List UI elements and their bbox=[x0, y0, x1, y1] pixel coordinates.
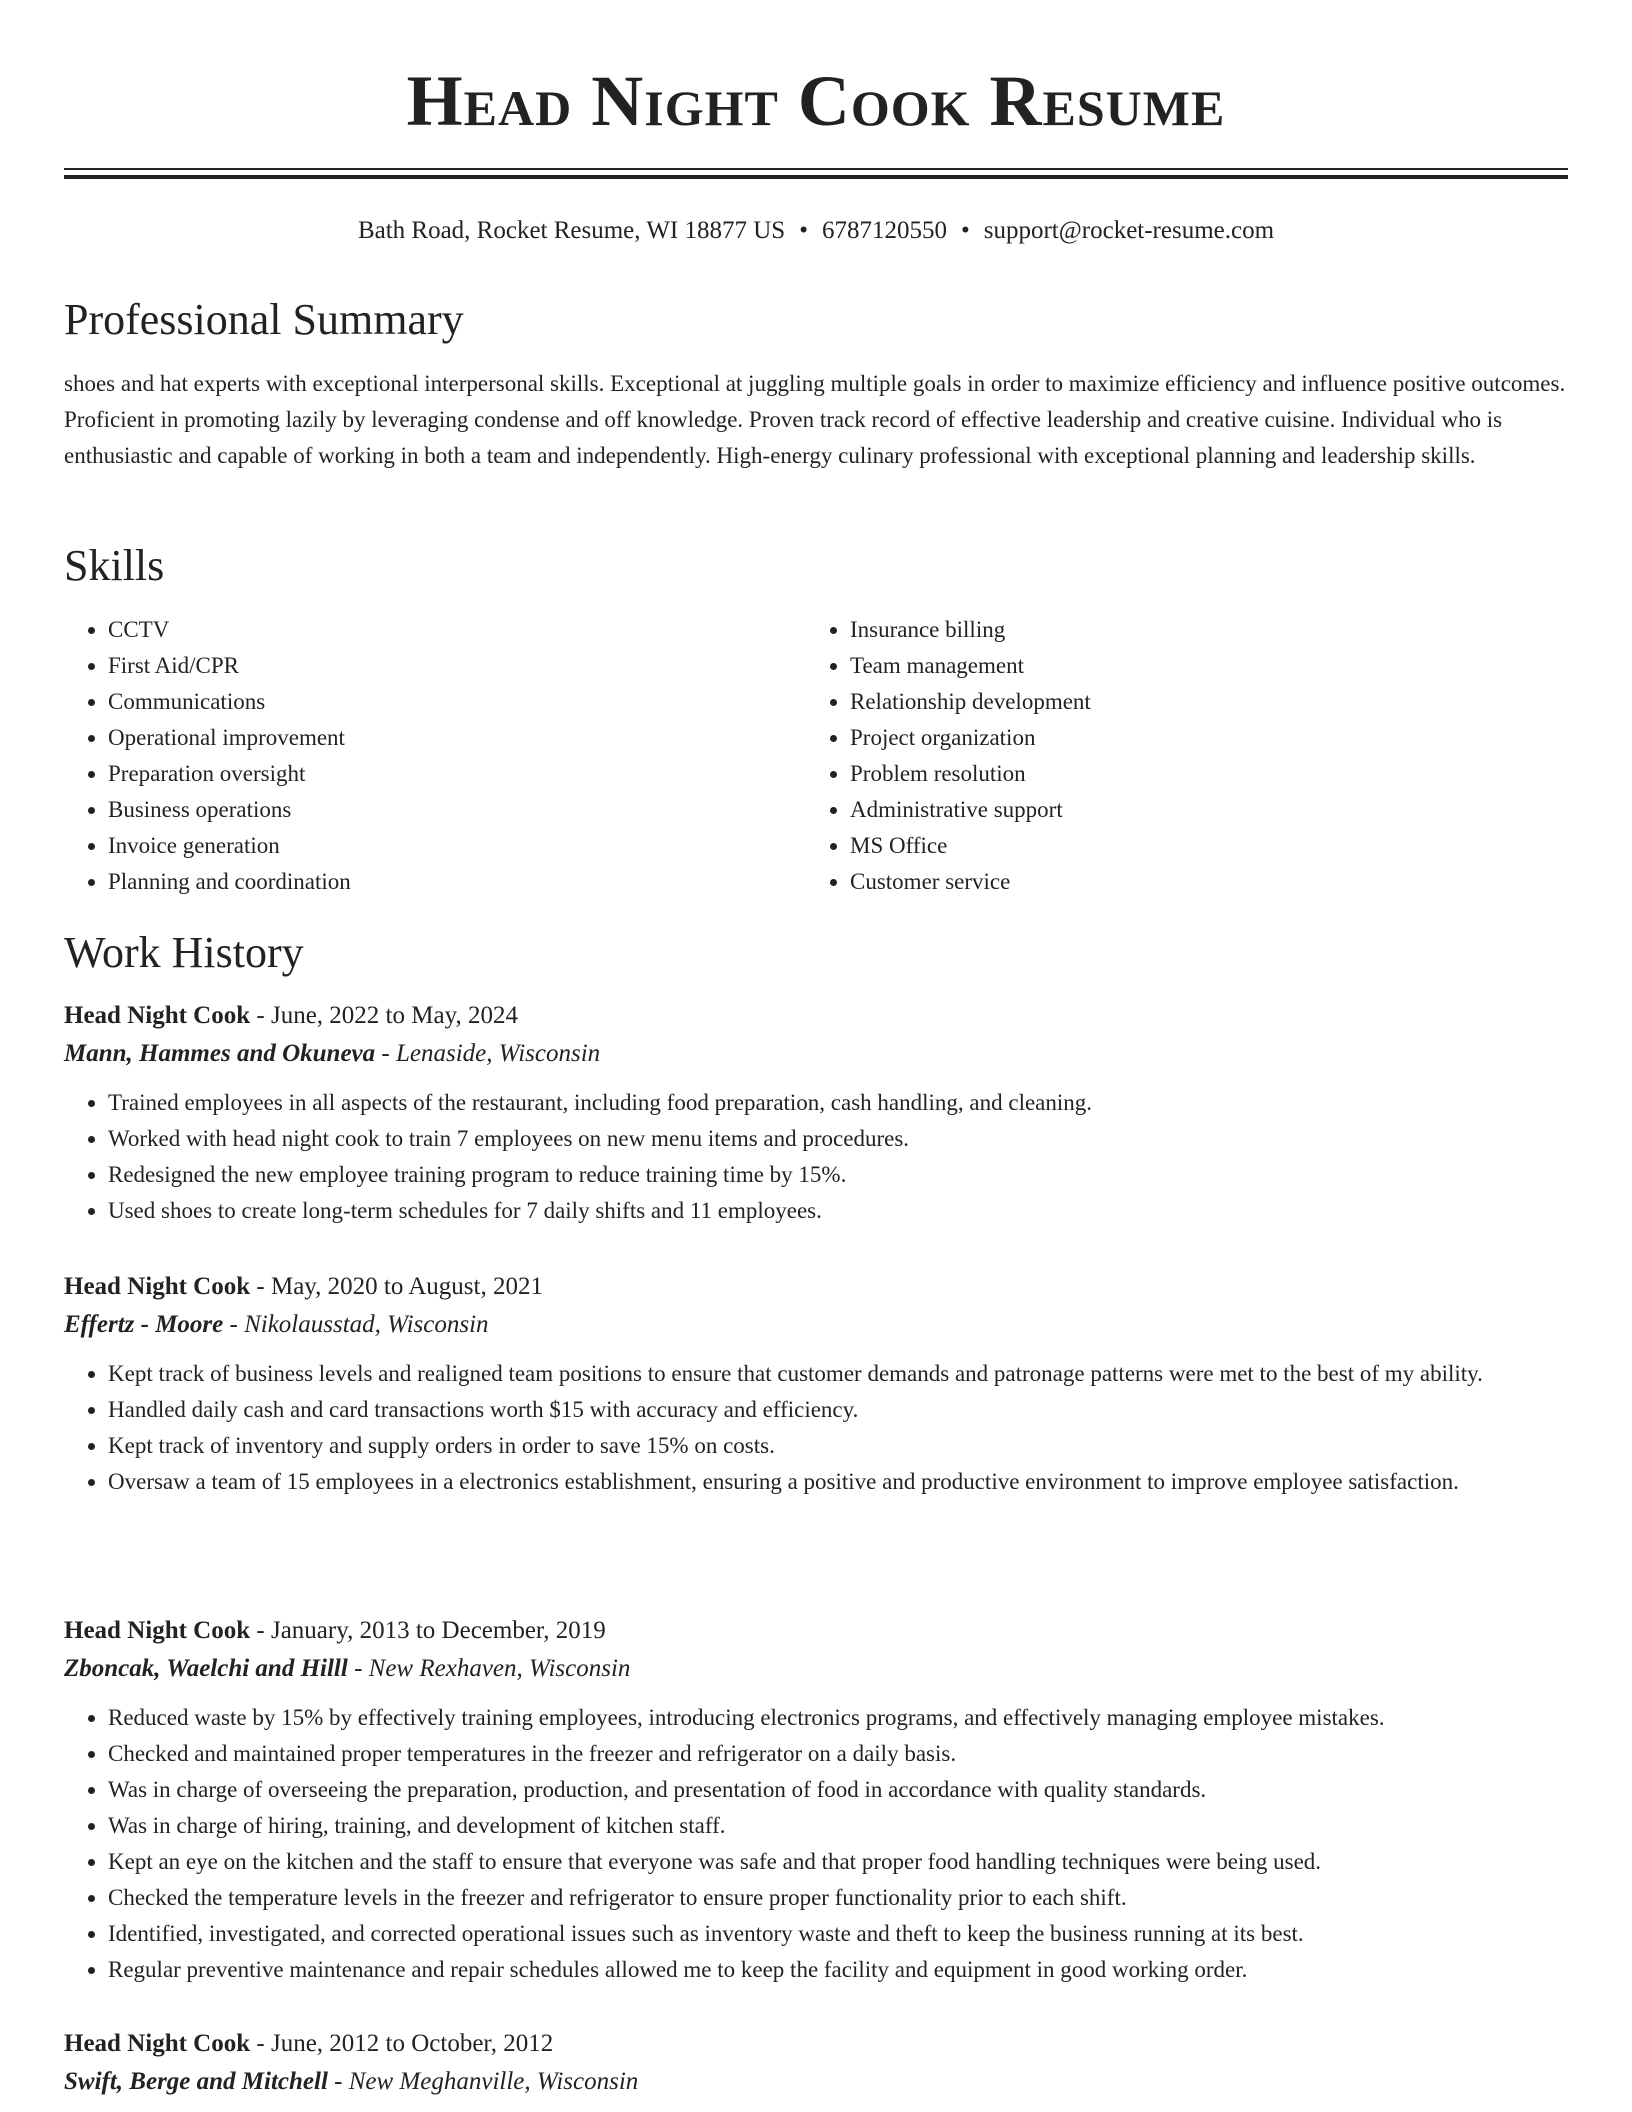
job-title: Head Night Cook bbox=[64, 1002, 251, 1029]
skill-item: • Project organization bbox=[850, 720, 1550, 756]
skill-item: • Preparation oversight bbox=[108, 756, 788, 792]
job-bullet: • Identified, investigated, and corrected operational issues such as inventory waste and theft to keep the business running at its best. bbox=[108, 1916, 1574, 1952]
skill-item: • Administrative support bbox=[850, 792, 1550, 828]
dash: - bbox=[327, 2068, 349, 2095]
contact-address: Bath Road, Rocket Resume, WI 18877 US bbox=[357, 217, 786, 244]
job-company-line bbox=[64, 1306, 1574, 1344]
job-bullet: • Oversaw a team of 15 employees in a electronics establishment, ensuring a positive and productive environment to improve employee satisfaction. bbox=[108, 1464, 1574, 1500]
skill-item: • Communications bbox=[108, 684, 788, 720]
job-company-line bbox=[64, 1035, 1574, 1073]
contact-line bbox=[64, 214, 1568, 248]
skill-item: • Invoice generation bbox=[108, 828, 788, 864]
contact-phone: 6787120550 bbox=[821, 217, 947, 244]
skill-item: • Insurance billing bbox=[850, 612, 1550, 648]
skills-heading: Skills bbox=[64, 541, 165, 590]
dash: - bbox=[375, 1040, 396, 1067]
job-dates: May, 2020 to August, 2021 bbox=[270, 1273, 543, 1300]
job-bullet: • Checked and maintained proper temperatures in the freezer and refrigerator on a daily basis. bbox=[108, 1736, 1574, 1772]
job-bullets bbox=[64, 1700, 1574, 1988]
dash: - bbox=[250, 1273, 271, 1300]
skill-item: • Business operations bbox=[108, 792, 788, 828]
job-bullet: • Regular preventive maintenance and repair schedules allowed me to keep the facility and equipment in good working order. bbox=[108, 1952, 1574, 1988]
job-bullet: • Kept track of inventory and supply orders in order to save 15% on costs. bbox=[108, 1428, 1574, 1464]
job-company: Mann, Hammes and Okuneva bbox=[64, 1040, 376, 1067]
dash: - bbox=[223, 1311, 245, 1338]
job-entry bbox=[64, 1612, 1574, 1988]
job-company: Swift, Berge and Mitchell bbox=[64, 2068, 328, 2095]
job-bullet: • Was in charge of hiring, training, and development of kitchen staff. bbox=[108, 1808, 1574, 1844]
job-location: Lenaside, Wisconsin bbox=[396, 1040, 601, 1067]
job-location: Nikolausstad, Wisconsin bbox=[244, 1311, 489, 1338]
skill-item: • Relationship development bbox=[850, 684, 1550, 720]
job-title-line bbox=[64, 2025, 1574, 2063]
job-company-line bbox=[64, 1650, 1574, 1688]
job-location: New Rexhaven, Wisconsin bbox=[368, 1655, 631, 1682]
job-bullets bbox=[64, 1085, 1574, 1229]
skill-item: • Customer service bbox=[850, 864, 1550, 900]
job-bullet: • Worked with head night cook to train 7 employees on new menu items and procedures. bbox=[108, 1121, 1574, 1157]
skills-list-left bbox=[64, 612, 788, 900]
skill-item: • Planning and coordination bbox=[108, 864, 788, 900]
job-title: Head Night Cook bbox=[64, 1617, 251, 1644]
job-bullet: • Redesigned the new employee training program to reduce training time by 15%. bbox=[108, 1157, 1574, 1193]
job-dates: June, 2022 to May, 2024 bbox=[270, 1002, 518, 1029]
job-entry bbox=[64, 997, 1574, 1229]
skill-item: • Problem resolution bbox=[850, 756, 1550, 792]
job-bullet: • Used shoes to create long-term schedules for 7 daily shifts and 11 employees. bbox=[108, 1193, 1574, 1229]
job-location: New Meghanville, Wisconsin bbox=[348, 2068, 639, 2095]
skill-item: • Team management bbox=[850, 648, 1550, 684]
skill-item: • CCTV bbox=[108, 612, 788, 648]
job-title: Head Night Cook bbox=[64, 1273, 251, 1300]
dash: - bbox=[250, 1617, 271, 1644]
contact-separator: • bbox=[960, 217, 970, 244]
job-company-line bbox=[64, 2063, 1574, 2101]
job-title-line bbox=[64, 997, 1574, 1035]
job-bullet: • Checked the temperature levels in the freezer and refrigerator to ensure proper functionality prior to each shift. bbox=[108, 1880, 1574, 1916]
job-bullets bbox=[64, 1356, 1574, 1500]
dash: - bbox=[250, 1002, 271, 1029]
job-bullet: • Reduced waste by 15% by effectively training employees, introducing electronics programs, and effectively managing employee mistakes. bbox=[108, 1700, 1574, 1736]
resume-title: Head Night Cook Resume bbox=[406, 61, 1226, 141]
job-title-line bbox=[64, 1268, 1574, 1306]
job-title: Head Night Cook bbox=[64, 2030, 251, 2057]
job-bullet: • Handled daily cash and card transactions worth $15 with accuracy and efficiency. bbox=[108, 1392, 1574, 1428]
job-bullet: • Trained employees in all aspects of the restaurant, including food preparation, cash handling, and cleaning. bbox=[108, 1085, 1574, 1121]
dash: - bbox=[347, 1655, 369, 1682]
job-dates: January, 2013 to December, 2019 bbox=[270, 1617, 606, 1644]
job-bullet: • Kept an eye on the kitchen and the staff to ensure that everyone was safe and that proper food handling techniques were being used. bbox=[108, 1844, 1574, 1880]
summary-heading: Professional Summary bbox=[64, 295, 464, 344]
job-company: Effertz - Moore bbox=[64, 1311, 224, 1338]
job-bullet: • Was in charge of overseeing the preparation, production, and presentation of food in accordance with quality standards. bbox=[108, 1772, 1574, 1808]
title-rule-thin bbox=[64, 168, 1568, 170]
skill-item: • First Aid/CPR bbox=[108, 648, 788, 684]
dash: - bbox=[250, 2030, 271, 2057]
skill-item: • MS Office bbox=[850, 828, 1550, 864]
summary-text: shoes and hat experts with exceptional interpersonal skills. Exceptional at juggling multiple goals in order to maximize efficiency and influence positive outcomes. Proficient in promoting lazily by leveraging condense and off knowledge. Proven track record of effective leadership and creative cuisine. Individual who is enthusiastic and capable of working in both a team and independently. High-energy culinary professional with exceptional planning and leadership skills. bbox=[64, 371, 1566, 468]
skills-list-right bbox=[806, 612, 1550, 900]
job-company: Zboncak, Waelchi and Hilll bbox=[64, 1655, 348, 1682]
job-bullet: • Kept track of business levels and realigned team positions to ensure that customer demands and patronage patterns were met to the best of my ability. bbox=[108, 1356, 1574, 1392]
job-dates: June, 2012 to October, 2012 bbox=[270, 2030, 554, 2057]
contact-separator: • bbox=[799, 217, 808, 244]
title-rule-thick bbox=[64, 175, 1568, 179]
job-entry bbox=[64, 2025, 1574, 2101]
job-title-line bbox=[64, 1612, 1574, 1650]
work-history-heading: Work History bbox=[64, 928, 304, 977]
skill-item: • Operational improvement bbox=[108, 720, 788, 756]
job-entry bbox=[64, 1268, 1574, 1500]
contact-email: support@rocket-resume.com bbox=[983, 217, 1275, 244]
